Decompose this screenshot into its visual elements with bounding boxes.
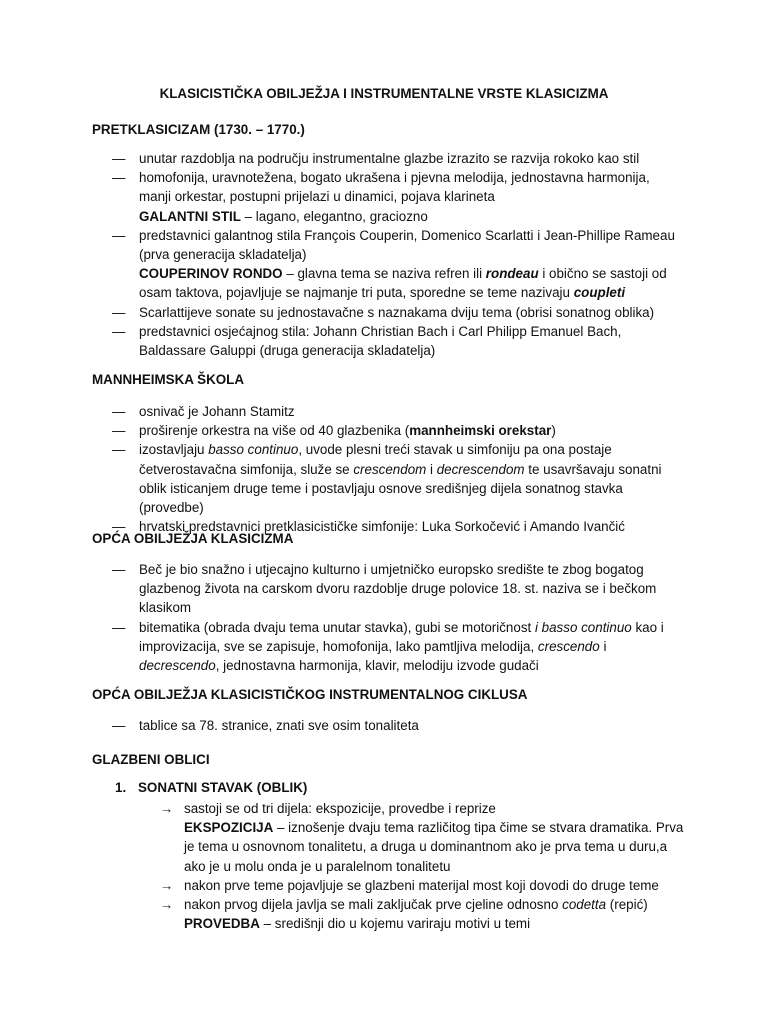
dash-mark: — bbox=[112, 323, 126, 339]
page-title: KLASICISTIČKA OBILJEŽJA I INSTRUMENTALNE VRSTE KLASICIZMA bbox=[159, 86, 609, 101]
dash-mark: — bbox=[112, 718, 126, 733]
dash-mark: — bbox=[112, 227, 126, 243]
list-item: — bitematika (obrada dvaju tema unutar stavka), gubi se motoričnost i basso continuo kao i improvizacija, sve se zapisuje, homofonija, lako pamtljiva melodija, crescendo i decrescendo, jednostavna harmonija, klavir, melodiju izvode gudači bbox=[112, 619, 664, 674]
dash-mark: — bbox=[112, 442, 126, 458]
list-item: — Scarlattijeve sonate su jednostavačne s naznakama dviju tema (obrisi sonatnog oblika) bbox=[112, 303, 682, 322]
arrow-icon: → bbox=[160, 877, 174, 893]
list-opca-obiljezja bbox=[112, 560, 682, 675]
dash-mark: — bbox=[112, 151, 126, 166]
provedba-note: PROVEDBA – središnji dio u kojemu variraju motivi u temi bbox=[184, 916, 531, 932]
dash-mark: — bbox=[112, 404, 126, 419]
heading-glazbeni-oblici: GLAZBENI OBLICI bbox=[92, 752, 210, 767]
list-item: — predstavnici osjećajnog stila: Johann Christian Bach i Carl Philipp Emanuel Bach, Baldassare Galuppi (druga generacija skladatelja) bbox=[112, 323, 622, 359]
heading-mannheim: MANNHEIMSKA ŠKOLA bbox=[92, 372, 245, 387]
list-ciklus bbox=[112, 716, 682, 735]
list-item: — tablice sa 78. stranice, znati sve osim tonaliteta bbox=[112, 716, 682, 735]
arrow-icon: → bbox=[160, 897, 174, 913]
list-item: — hrvatski predstavnici pretklasicističke simfonije: Luka Sorkočević i Amando Ivančić bbox=[112, 517, 682, 536]
heading-pretklasicizam: PRETKLASICIZAM (1730. – 1770.) bbox=[92, 122, 305, 137]
list-item: — Beč je bio snažno i utjecajno kulturno i umjetničko europsko središte te zbog bogatog glazbenog života na carskom dvoru razdoblje druge polovice 18. st. naziva se i bečkom klasikom bbox=[112, 562, 657, 616]
subheading-sonatni-stavak: SONATNI STAVAK (OBLIK) bbox=[138, 780, 308, 795]
list-item: → nakon prvog dijela javlja se mali zaključak prve cjeline odnosno codetta (repić) PROVEDBA – središnji dio u kojemu variraju motivi u temi bbox=[160, 895, 685, 933]
galantni-stil-note: GALANTNI STIL – lagano, elegantno, graciozno bbox=[139, 208, 428, 224]
list-item: → sastoji se od tri dijela: ekspozicije, provedbe i reprize EKSPOZICIJA – iznošenje dvaju tema različitog tipa čime se stvara dramatika. Prva je tema u osnovnom tonalitetu, a druga u dominantnom ako je prva tema u duru,a ako je u molu onda je u paralelnom tonalitetu bbox=[160, 799, 685, 876]
heading-ciklus: OPĆA OBILJEŽJA KLASICISTIČKOG INSTRUMENTALNOG CIKLUSA bbox=[92, 687, 528, 702]
heading-opca-obiljezja: OPĆA OBILJEŽJA KLASICIZMA bbox=[92, 531, 294, 546]
dash-mark: — bbox=[112, 619, 126, 635]
list-item: — predstavnici galantnog stila François Couperin, Domenico Scarlatti i Jean-Phillipe Rameau (prva generacija skladatelja) COUPERINOV RONDO – glavna tema se naziva refren ili rondeau i obično se sastoji od osam taktova, pojavljuje se najmanje tri puta, sporedne se teme nazivaju coupleti bbox=[112, 226, 682, 303]
list-number: 1. bbox=[115, 780, 127, 795]
list-item: — osnivač je Johann Stamitz bbox=[112, 402, 682, 421]
list-item: — unutar razdoblja na području instrumentalne glazbe izrazito se razvija rokoko kao stil bbox=[112, 149, 682, 168]
list-mannheim bbox=[112, 402, 682, 536]
dash-mark: — bbox=[112, 304, 126, 320]
ekspozicija-note: EKSPOZICIJA – iznošenje dvaju tema različitog tipa čime se stvara dramatika. Prva je tema u osnovnom tonalitetu, a druga u dominantnom ako je prva tema u duru,a ako je u molu onda je u paralelnom tonalitetu bbox=[184, 820, 684, 874]
list-item: → nakon prve teme pojavljuje se glazbeni materijal most koji dovodi do druge teme bbox=[160, 876, 685, 895]
dash-mark: — bbox=[112, 423, 126, 439]
list-sonatni-stavak bbox=[160, 799, 685, 933]
arrow-icon: → bbox=[160, 801, 174, 816]
list-item: — homofonija, uravnotežena, bogato ukrašena i pjevna melodija, jednostavna harmonija, manji orkestar, postupni prijelazi u dinamici, pojava klarineta GALANTNI STIL – lagano, elegantno, graciozno bbox=[112, 168, 682, 226]
dash-mark: — bbox=[112, 170, 126, 186]
dash-mark: — bbox=[112, 519, 126, 535]
list-item: — proširenje orkestra na više od 40 glazbenika (mannheimski orekstar) bbox=[112, 421, 682, 440]
list-pretklasicizam bbox=[112, 149, 682, 360]
couperin-note: COUPERINOV RONDO – glavna tema se naziva refren ili rondeau i obično se sastoji od osam taktova, pojavljuje se najmanje tri puta, sporedne se teme nazivaju coupleti bbox=[139, 266, 667, 301]
dash-mark: — bbox=[112, 562, 126, 577]
list-item: — izostavljaju basso continuo, uvode plesni treći stavak u simfoniju pa ona postaje četverostavačna simfonija, služe se crescendom i decrescendom te usavršavaju sonatni oblik isticanjem druge teme i postavljaju osnove središnjeg dijela sonatnog stavka (provedbe) bbox=[112, 442, 662, 516]
